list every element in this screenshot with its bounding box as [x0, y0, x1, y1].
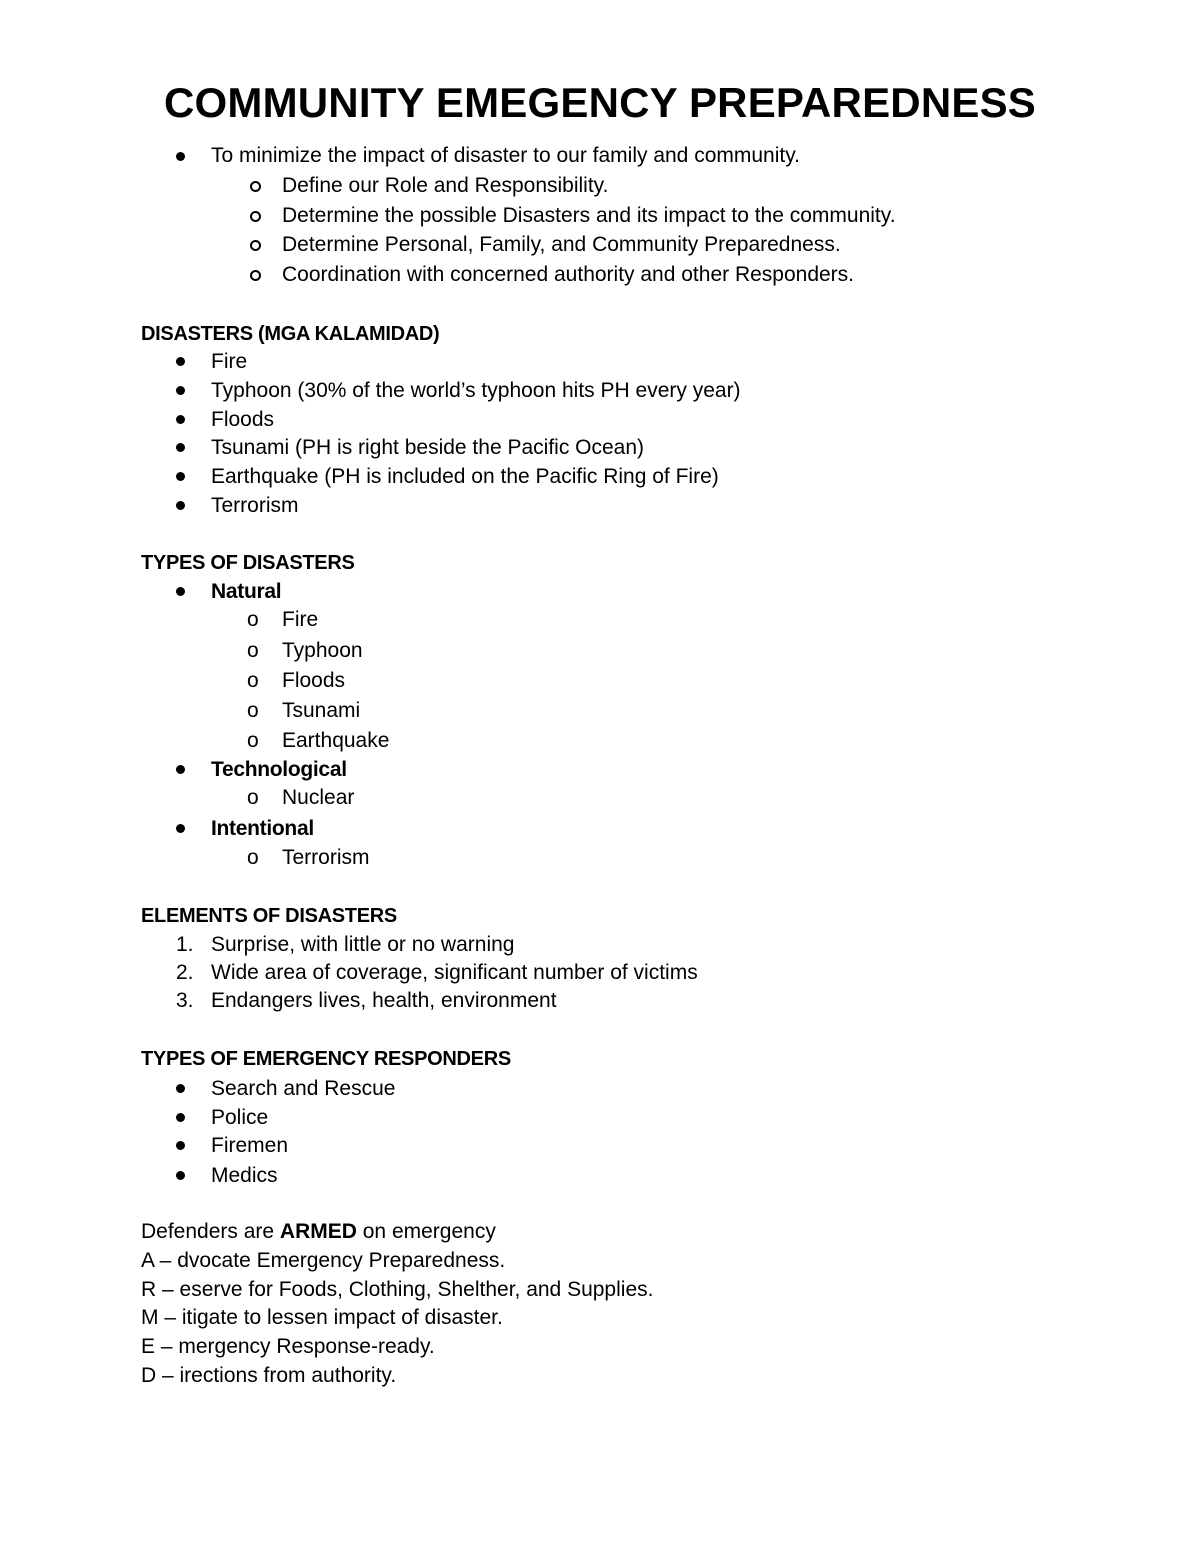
- group-label-natural: Natural: [211, 580, 282, 603]
- bullet-dot: [176, 1171, 185, 1180]
- bullet-dot: [176, 587, 185, 596]
- sub-list-item: Tsunami: [282, 699, 361, 722]
- bullet-dot: [176, 1084, 185, 1093]
- bullet-o: o: [247, 639, 259, 662]
- bullet-dot: [176, 1113, 185, 1122]
- list-item: Firemen: [211, 1134, 289, 1157]
- bullet-o: o: [247, 608, 259, 631]
- bullet-dot: [176, 152, 185, 161]
- bullet-dot: [176, 824, 185, 833]
- armed-line: M – itigate to lessen impact of disaster.: [141, 1306, 503, 1329]
- section-heading-elements: ELEMENTS OF DISASTERS: [141, 905, 397, 927]
- list-item: Police: [211, 1106, 269, 1129]
- group-label-technological: Technological: [211, 758, 347, 781]
- bullet-dot: [176, 415, 185, 424]
- list-number: 2.: [176, 961, 194, 984]
- armed-intro-prefix: Defenders are: [141, 1220, 280, 1243]
- bullet-dot: [176, 472, 185, 481]
- bullet-o: o: [247, 699, 259, 722]
- bullet-o: o: [247, 729, 259, 752]
- list-item: Typhoon (30% of the world’s typhoon hits PH every year): [211, 379, 741, 402]
- numbered-item: Surprise, with little or no warning: [211, 933, 515, 956]
- section-heading-disasters: DISASTERS (MGA KALAMIDAD): [141, 323, 440, 345]
- armed-line: D – irections from authority.: [141, 1364, 397, 1387]
- sub-list-item: Terrorism: [282, 846, 370, 869]
- bullet-o: o: [247, 786, 259, 809]
- list-item: Tsunami (PH is right beside the Pacific Ocean): [211, 436, 645, 459]
- group-label-intentional: Intentional: [211, 817, 314, 840]
- section-heading-types: TYPES OF DISASTERS: [141, 552, 355, 574]
- bullet-dot: [176, 501, 185, 510]
- goal-sub-item: Define our Role and Responsibility.: [282, 174, 609, 197]
- sub-list-item: Typhoon: [282, 639, 363, 662]
- bullet-o: o: [247, 669, 259, 692]
- bullet-dot: [176, 1141, 185, 1150]
- list-item: Floods: [211, 408, 275, 431]
- bullet-dot: [176, 443, 185, 452]
- list-number: 3.: [176, 989, 194, 1012]
- armed-line: E – mergency Response-ready.: [141, 1335, 435, 1358]
- sub-list-item: Fire: [282, 608, 319, 631]
- goal-sub-item: Determine the possible Disasters and its impact to the community.: [282, 204, 896, 227]
- goal-sub-item: Determine Personal, Family, and Community Preparedness.: [282, 233, 841, 256]
- bullet-dot: [176, 357, 185, 366]
- list-item: Earthquake (PH is included on the Pacific Ring of Fire): [211, 465, 719, 488]
- sub-list-item: Nuclear: [282, 786, 355, 809]
- bullet-ring: [250, 211, 261, 222]
- armed-intro-bold: ARMED: [279, 1220, 357, 1243]
- list-item: Medics: [211, 1164, 278, 1187]
- armed-intro: [141, 1219, 496, 1245]
- list-item: Search and Rescue: [211, 1077, 396, 1100]
- page-title: COMMUNITY EMEGENCY PREPAREDNESS: [164, 79, 1036, 126]
- armed-line: A – dvocate Emergency Preparedness.: [141, 1249, 506, 1272]
- sub-list-item: Earthquake: [282, 729, 390, 752]
- list-number: 1.: [176, 933, 194, 956]
- bullet-ring: [250, 181, 261, 192]
- goal-sub-item: Coordination with concerned authority and other Responders.: [282, 263, 855, 286]
- list-item: Fire: [211, 350, 248, 373]
- bullet-dot: [176, 765, 185, 774]
- sub-list-item: Floods: [282, 669, 346, 692]
- list-item: Terrorism: [211, 494, 299, 517]
- armed-intro-suffix: on emergency: [356, 1220, 496, 1243]
- numbered-item: Wide area of coverage, significant number of victims: [211, 961, 698, 984]
- bullet-ring: [250, 270, 261, 281]
- bullet-o: o: [247, 846, 259, 869]
- bullet-dot: [176, 386, 185, 395]
- armed-line: R – eserve for Foods, Clothing, Shelther, and Supplies.: [141, 1278, 654, 1301]
- bullet-ring: [250, 240, 261, 251]
- section-heading-responders: TYPES OF EMERGENCY RESPONDERS: [141, 1048, 511, 1070]
- numbered-item: Endangers lives, health, environment: [211, 989, 557, 1012]
- goal-main: To minimize the impact of disaster to our family and community.: [211, 144, 800, 167]
